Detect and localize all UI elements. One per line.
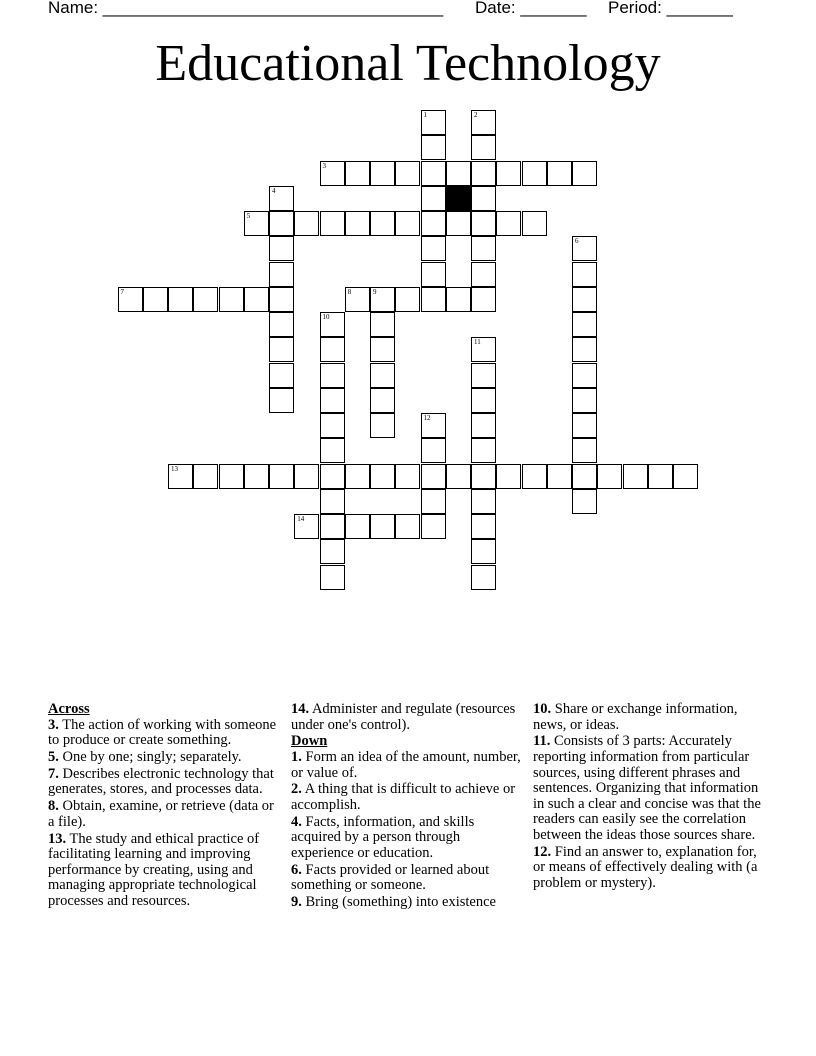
crossword-cell[interactable] [572, 161, 597, 186]
down-clue: 11. Consists of 3 parts: Accurately reporting information from particular sources, using different phrases and sentences. Organizing that information in such a clear and concise was that the readers can easily see the correlation between the ideas those sources share. [533, 733, 761, 843]
crossword-cell[interactable] [421, 186, 446, 211]
down-clue: 4. Facts, information, and skills acquired by a person through experience or education. [291, 813, 475, 861]
clue-number: 4 [272, 186, 276, 195]
clue-column-2 [291, 702, 523, 912]
crossword-cell[interactable] [597, 464, 622, 489]
crossword-cell[interactable] [395, 464, 420, 489]
crossword-cell[interactable] [421, 161, 446, 186]
across-heading: Across [48, 701, 90, 717]
crossword-cell[interactable] [395, 514, 420, 539]
clue-number: 12 [423, 414, 431, 422]
crossword-cell[interactable] [269, 186, 294, 211]
clue-number: 6 [575, 237, 579, 246]
crossword-cell[interactable] [269, 312, 294, 337]
crossword-cell[interactable] [320, 514, 345, 539]
down-heading: Down [291, 733, 328, 750]
crossword-cell[interactable] [269, 363, 294, 388]
crossword-cell[interactable] [572, 337, 597, 362]
crossword-cell[interactable] [320, 464, 345, 489]
crossword-cell[interactable] [395, 211, 420, 236]
clue-number: 14 [297, 515, 305, 523]
crossword-cell[interactable] [345, 211, 370, 236]
crossword-cell[interactable] [193, 464, 218, 489]
crossword-cell[interactable] [118, 287, 143, 312]
crossword-cell[interactable] [496, 464, 521, 489]
crossword-cell[interactable] [471, 186, 496, 211]
down-clue: 10. Share or exchange information, news, or ideas. [533, 701, 738, 733]
crossword-cell[interactable] [446, 464, 471, 489]
crossword-cell[interactable] [471, 110, 496, 135]
crossword-cell[interactable] [320, 363, 345, 388]
crossword-cell[interactable] [345, 161, 370, 186]
crossword-cell[interactable] [269, 211, 294, 236]
crossword-cell[interactable] [269, 388, 294, 413]
crossword-cell[interactable] [496, 211, 521, 236]
crossword-cell[interactable] [446, 161, 471, 186]
across-clue: 14. Administer and regulate (resources under one's control). [291, 701, 516, 733]
crossword-cell[interactable] [471, 161, 496, 186]
crossword-cell[interactable] [572, 363, 597, 388]
crossword-cell[interactable] [471, 236, 496, 261]
crossword-cell[interactable] [370, 514, 395, 539]
crossword-cell[interactable] [370, 337, 395, 362]
crossword-cell[interactable] [320, 413, 345, 438]
crossword-cell[interactable] [471, 287, 496, 312]
crossword-cell[interactable] [572, 262, 597, 287]
crossword-cell[interactable] [572, 438, 597, 463]
crossword-cell[interactable] [345, 514, 370, 539]
crossword-cell[interactable] [421, 489, 446, 514]
clue-number: 11 [474, 338, 481, 347]
crossword-cell[interactable] [294, 514, 319, 539]
crossword-cell[interactable] [522, 211, 547, 236]
crossword-cell[interactable] [623, 464, 648, 489]
crossword-cell[interactable] [471, 262, 496, 287]
crossword-cell[interactable] [446, 287, 471, 312]
crossword-cell[interactable] [421, 236, 446, 261]
clue-number: 8 [347, 287, 352, 296]
crossword-cell[interactable] [471, 388, 496, 413]
crossword-cell[interactable] [421, 287, 446, 312]
page-title: Educational Technology [155, 35, 661, 92]
crossword-cell[interactable] [320, 438, 345, 463]
crossword-cell[interactable] [471, 514, 496, 539]
crossword-cell[interactable] [421, 135, 446, 160]
crossword-cell[interactable] [471, 438, 496, 463]
crossword-cell[interactable] [294, 464, 319, 489]
crossword-cell[interactable] [421, 262, 446, 287]
crossword-cell[interactable] [320, 388, 345, 413]
crossword-cell[interactable] [572, 413, 597, 438]
crossword-cell[interactable] [421, 110, 446, 135]
crossword-cell[interactable] [421, 464, 446, 489]
down-clue: 2. A thing that is difficult to achieve or accomplish. [291, 781, 516, 813]
crossword-cell[interactable] [244, 287, 269, 312]
date-field[interactable]: Date: _______ [475, 0, 587, 17]
crossword-cell[interactable] [471, 363, 496, 388]
crossword-cell[interactable] [345, 464, 370, 489]
crossword-cell[interactable] [370, 363, 395, 388]
down-clue: 6. Facts provided or learned about something or someone. [291, 861, 490, 894]
crossword-cell[interactable] [320, 565, 345, 590]
clue-column-3 [533, 702, 761, 893]
down-clue: 9. Bring (something) into existence [291, 894, 496, 911]
clue-number: 2 [474, 111, 478, 119]
crossword-cell[interactable] [471, 565, 496, 590]
crossword-cell[interactable] [370, 161, 395, 186]
clue-number: 10 [322, 313, 330, 321]
crossword-cell[interactable] [370, 413, 395, 438]
clue-number: 7 [120, 287, 124, 296]
crossword-cell[interactable] [395, 287, 420, 312]
clue-number: 1 [423, 111, 427, 119]
crossword-cell[interactable] [421, 413, 446, 438]
crossword-cell[interactable] [673, 464, 698, 489]
period-field[interactable]: Period: _______ [608, 0, 733, 17]
crossword-cell[interactable] [370, 211, 395, 236]
crossword-cell[interactable] [446, 211, 471, 236]
crossword-cell[interactable] [572, 236, 597, 261]
crossword-cell[interactable] [269, 464, 294, 489]
across-clue: 7. Describes electronic technology that generates, stores, and processes data. [48, 765, 274, 798]
crossword-cell[interactable] [370, 464, 395, 489]
clue-number: 9 [373, 287, 377, 296]
name-field[interactable]: Name: ____________________________________ [48, 0, 444, 17]
crossword-cell[interactable] [269, 236, 294, 261]
crossword-cell[interactable] [572, 464, 597, 489]
black-square [446, 186, 471, 211]
crossword-cell[interactable] [370, 312, 395, 337]
crossword-cell[interactable] [168, 287, 193, 312]
crossword-cell[interactable] [143, 287, 168, 312]
across-clue: 3. The action of working with someone to produce or create something. [48, 716, 277, 749]
crossword-cell[interactable] [471, 539, 496, 564]
crossword-cell[interactable] [572, 287, 597, 312]
across-clue: 5. One by one; singly; separately. [48, 748, 242, 765]
crossword-cell[interactable] [648, 464, 673, 489]
clue-column-1 [48, 702, 280, 911]
crossword-cell[interactable] [244, 211, 269, 236]
crossword-cell[interactable] [421, 438, 446, 463]
crossword-cell[interactable] [345, 287, 370, 312]
crossword-cell[interactable] [395, 161, 420, 186]
crossword-cell[interactable] [269, 287, 294, 312]
clue-number: 13 [171, 464, 178, 473]
crossword-cell[interactable] [572, 388, 597, 413]
clue-number: 5 [246, 212, 251, 220]
crossword-cell[interactable] [320, 312, 345, 337]
crossword-cell[interactable] [269, 337, 294, 362]
crossword-cell[interactable] [219, 464, 244, 489]
across-clue: 8. Obtain, examine, or retrieve (data or a file). [48, 798, 274, 830]
across-clue: 13. The study and ethical practice of facilitating learning and improving performance by creating, using and managing appropriate technological processes and resources. [48, 830, 260, 909]
crossword-cell[interactable] [320, 211, 345, 236]
crossword-cell[interactable] [370, 388, 395, 413]
down-clue: 1. Form an idea of the amount, number, or value of. [291, 748, 521, 781]
crossword-cell[interactable] [471, 464, 496, 489]
worksheet-header [48, 0, 768, 20]
crossword-cell[interactable] [421, 211, 446, 236]
crossword-cell[interactable] [168, 464, 193, 489]
clue-number: 3 [322, 161, 326, 170]
crossword-cell[interactable] [471, 211, 496, 236]
crossword-cell[interactable] [294, 211, 319, 236]
crossword-cell[interactable] [522, 464, 547, 489]
crossword-cell[interactable] [496, 161, 521, 186]
crossword-cell[interactable] [320, 337, 345, 362]
crossword-cell[interactable] [471, 135, 496, 160]
crossword-cell[interactable] [244, 464, 269, 489]
crossword-cell[interactable] [269, 262, 294, 287]
crossword-cell[interactable] [471, 337, 496, 362]
down-clue: 12. Find an answer to, explanation for, or means of effectively dealing with (a problem or mystery). [533, 843, 758, 891]
crossword-cell[interactable] [320, 489, 345, 514]
crossword-cell[interactable] [547, 464, 572, 489]
crossword-cell[interactable] [572, 312, 597, 337]
crossword-cell[interactable] [572, 489, 597, 514]
crossword-cell[interactable] [370, 287, 395, 312]
crossword-cell[interactable] [320, 161, 345, 186]
crossword-cell[interactable] [219, 287, 244, 312]
crossword-cell[interactable] [471, 413, 496, 438]
crossword-cell[interactable] [421, 514, 446, 539]
crossword-cell[interactable] [547, 161, 572, 186]
crossword-cell[interactable] [193, 287, 218, 312]
crossword-cell[interactable] [522, 161, 547, 186]
crossword-cell[interactable] [471, 489, 496, 514]
crossword-cell[interactable] [320, 539, 345, 564]
